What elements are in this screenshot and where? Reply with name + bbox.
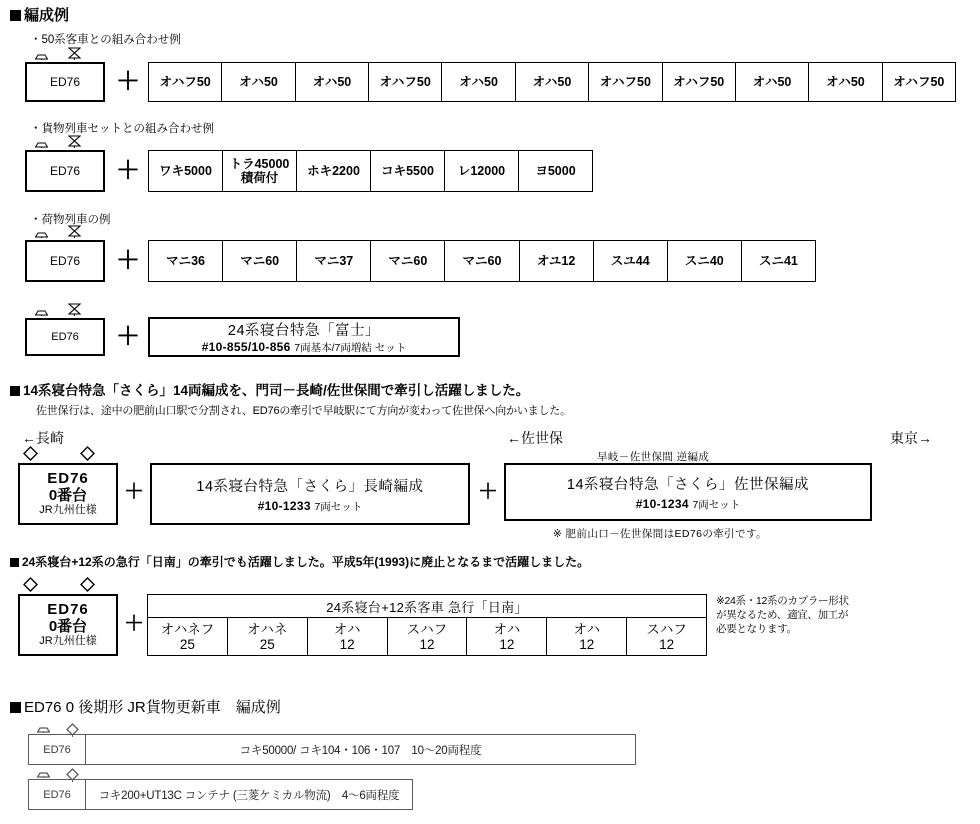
group1-car-4 [369, 63, 442, 101]
fuji-set-code: #10-855/10-856 [201, 340, 291, 354]
sakura-nagasaki-code: #10-1233 [257, 498, 311, 513]
jrfreight-row-2-loco: ED76 [29, 780, 86, 809]
group3-caption: ・荷物列車の例 [30, 214, 111, 226]
pantograph-down-icon [35, 310, 48, 316]
sakura-nagasaki-qty: 7両セット [314, 500, 363, 513]
group2-car-1 [149, 151, 223, 191]
car-label-line1: ワキ5000 [159, 163, 212, 178]
car-label: オハフ50 [379, 74, 431, 89]
car-label: マニ60 [462, 253, 502, 268]
nichinan-table [147, 594, 707, 656]
jrfreight-row-1-text: コキ50000/ コキ104・106・107 10～20両程度 [239, 744, 482, 757]
group3-car-3 [297, 241, 371, 281]
car-label-line1: ホキ2200 [307, 163, 360, 178]
car-label-line2: 積荷付 [240, 171, 279, 185]
sakura-footnote: ※ 肥前山口－佐世保間はED76の牽引です。 [553, 528, 767, 540]
fuji-set-title: 24系寝台特急「富士」 [227, 323, 381, 339]
group2-loco-box [25, 150, 105, 192]
car-label-line1: スハフ [646, 621, 687, 637]
group4-loco-box [25, 318, 105, 356]
car-label: オハ50 [826, 74, 865, 89]
section-2-heading: 14系寝台特急「さくら」14両編成を、門司－長崎/佐世保間で牽引し活躍しました。 [10, 379, 529, 399]
jrfreight-row-1-loco: ED76 [29, 735, 86, 764]
group1-car-8 [663, 63, 736, 101]
fuji-set-codeline [202, 340, 407, 355]
car-label-line2: 12 [419, 637, 435, 652]
group2-car-6 [519, 151, 592, 191]
pantograph-up-icon [68, 225, 81, 238]
group1-car-9 [736, 63, 809, 101]
nichinan-car-6 [547, 618, 627, 656]
pantograph-down-icon [37, 727, 50, 733]
car-label: マニ36 [166, 253, 205, 268]
pantograph-diamond-icon [23, 577, 38, 592]
nichinan-loco-box [18, 594, 118, 656]
nichinan-car-4 [388, 618, 468, 656]
group1-car-11 [883, 63, 955, 101]
car-label-line1: レ12000 [457, 163, 506, 178]
car-label: マニ60 [240, 253, 280, 268]
group1-loco-label: ED76 [49, 75, 81, 89]
group2-car-3 [297, 151, 371, 191]
group1-plus-sign: ＋ [116, 68, 140, 95]
jrfreight-row-1-box [28, 734, 636, 765]
car-label: マニ60 [388, 253, 428, 268]
nichinan-note [716, 594, 849, 637]
car-label-line2: 25 [179, 637, 195, 652]
group1-car-2 [222, 63, 295, 101]
nichinan-car-row [148, 618, 706, 656]
car-label: オハフ50 [673, 74, 725, 89]
nichinan-table-header: 24系寝台+12系客車 急行「日南」 [148, 595, 706, 618]
car-label-line2: 12 [659, 637, 675, 652]
pantograph-down-icon [35, 54, 48, 60]
car-label-line1: コキ5500 [381, 163, 434, 178]
car-label-line1: オハ [573, 621, 601, 637]
section-2-subtext: 佐世保行は、途中の肥前山口駅で分割され、ED76の牽引で早岐駅にて方向が変わって佐世保へ向かいました。 [36, 405, 571, 417]
group3-loco-box [25, 240, 105, 282]
car-label: スユ44 [610, 253, 650, 268]
car-label: スニ41 [758, 253, 798, 268]
group3-loco-label: ED76 [49, 254, 81, 268]
group2-plus-sign: ＋ [116, 157, 140, 184]
section-4-heading: ED76 0 後期形 JR貨物更新車 編成例 [10, 696, 281, 717]
nichinan-loco-name: ED76 [47, 601, 89, 619]
nichinan-note-line1: ※24系・12系のカプラー形状 [716, 595, 849, 607]
nichinan-car-2 [228, 618, 308, 656]
section-3-heading: 24系寝台+12系の急行「日南」の牽引でも活躍しました。平成5年(1993)に廃止となるまで活躍しました。 [10, 553, 589, 570]
sakura-sasebo-title: 14系寝台特急「さくら」佐世保編成 [566, 476, 810, 493]
sakura-loco-box [18, 463, 118, 525]
jrfreight-row-1 [28, 734, 636, 765]
car-label: オユ12 [536, 253, 576, 268]
nichinan-loco-spec: JR九州仕様 [39, 635, 97, 648]
sakura-plus-1: ＋ [124, 481, 144, 503]
fuji-set-qty: 7両基本/7両増結 セット [294, 342, 407, 354]
car-label: オハ50 [459, 74, 498, 89]
car-label: スニ40 [684, 253, 724, 268]
group1-car-5 [442, 63, 515, 101]
group3-car-strip [148, 240, 816, 282]
group4-locomotive [25, 318, 105, 356]
direction-label-tokyo: 東京→ [890, 430, 932, 446]
sakura-sasebo-qty: 7両セット [692, 498, 741, 511]
sakura-sasebo-codeline [636, 497, 741, 512]
nichinan-car-1 [148, 618, 228, 656]
group3-car-5 [445, 241, 519, 281]
group2-car-5 [445, 151, 519, 191]
sakura-sasebo-code: #10-1234 [635, 496, 689, 511]
car-label: マニ37 [314, 253, 354, 268]
group1-car-6 [516, 63, 589, 101]
pantograph-down-icon [35, 142, 48, 148]
group3-car-7 [594, 241, 668, 281]
nichinan-car-3 [308, 618, 388, 656]
group3-car-8 [668, 241, 742, 281]
group2-car-strip [148, 150, 593, 192]
group3-car-9 [742, 241, 815, 281]
car-label: オハ50 [752, 74, 792, 89]
car-label-line2: 12 [499, 637, 515, 652]
car-label-line2: 12 [579, 637, 595, 652]
group1-loco-box [25, 62, 105, 102]
section-1-heading: 編成例 [10, 4, 69, 25]
jrfreight-row-2 [28, 779, 413, 810]
nichinan-plus-sign: ＋ [124, 613, 144, 635]
pantograph-diamond-icon [80, 577, 95, 592]
pantograph-up-icon [68, 303, 81, 316]
group1-car-1 [149, 63, 222, 101]
group3-car-6 [520, 241, 594, 281]
car-label-line1: オハネフ [160, 621, 215, 637]
nichinan-note-line2: が異なるため、適宜、加工が [716, 609, 849, 622]
car-label-line2: 25 [259, 637, 275, 652]
direction-label-nagasaki: ←長崎 [22, 430, 64, 446]
pantograph-diamond-icon [65, 767, 80, 782]
sakura-nagasaki-codeline [258, 499, 363, 514]
sakura-sasebo-set-box [504, 463, 872, 521]
group2-caption: ・貨物列車セットとの組み合わせ例 [30, 123, 214, 135]
group2-car-2 [223, 151, 297, 191]
sakura-locomotive [18, 463, 118, 525]
pantograph-up-icon [68, 135, 81, 148]
pantograph-diamond-icon [23, 446, 38, 461]
sakura-loco-series: 0番台 [48, 486, 88, 504]
car-label-line1: ヨ5000 [535, 163, 576, 178]
nichinan-note-line3: 必要となります。 [716, 623, 797, 636]
nichinan-car-7 [627, 618, 706, 656]
pantograph-up-icon [68, 47, 81, 60]
group3-car-1 [149, 241, 223, 281]
sakura-nagasaki-set-box [150, 463, 470, 525]
group1-car-10 [809, 63, 882, 101]
car-label: オハ50 [312, 74, 352, 89]
sakura-loco-spec: JR九州仕様 [39, 504, 97, 517]
group1-caption: ・50系客車との組み合わせ例 [30, 34, 181, 46]
group3-locomotive [25, 240, 105, 282]
group3-plus-sign: ＋ [116, 247, 140, 274]
car-label: オハフ50 [159, 74, 211, 89]
car-label: オハ50 [532, 74, 572, 89]
car-label: オハ50 [239, 74, 278, 89]
group3-car-4 [371, 241, 445, 281]
fuji-set-box [148, 317, 460, 357]
group2-car-4 [371, 151, 445, 191]
nichinan-locomotive [18, 594, 118, 656]
pantograph-down-icon [37, 772, 50, 778]
pantograph-diamond-icon [65, 722, 80, 737]
pantograph-diamond-icon [80, 446, 95, 461]
group1-car-strip [148, 62, 956, 102]
group1-car-3 [296, 63, 369, 101]
direction-label-sasebo: ←佐世保 [507, 430, 563, 446]
jrfreight-row-2-box [28, 779, 413, 810]
group2-loco-label: ED76 [49, 164, 81, 178]
group2-locomotive [25, 150, 105, 192]
bullet-square-icon [10, 702, 21, 713]
car-label-line2: 12 [339, 637, 355, 652]
bullet-square-icon [10, 386, 20, 396]
group1-car-7 [589, 63, 662, 101]
sakura-nagasaki-title: 14系寝台特急「さくら」長崎編成 [196, 478, 424, 495]
bullet-square-icon [10, 558, 19, 567]
nichinan-car-5 [467, 618, 547, 656]
group1-locomotive [25, 62, 105, 102]
sakura-reverse-note: 早岐－佐世保間 逆編成 [597, 451, 710, 463]
group4-loco-label: ED76 [51, 331, 79, 343]
group3-car-2 [223, 241, 297, 281]
nichinan-loco-series: 0番台 [48, 617, 88, 635]
jrfreight-row-2-text: コキ200+UT13C コンテナ (三菱ケミカル物流) 4～6両程度 [98, 789, 400, 802]
car-label: オハフ50 [599, 74, 651, 89]
group4-plus-sign: ＋ [116, 323, 140, 350]
car-label-line1: トラ45000 [229, 156, 290, 171]
car-label-line1: オハ [333, 621, 361, 637]
pantograph-down-icon [35, 232, 48, 238]
car-label-line1: オハ [493, 621, 521, 637]
sakura-plus-2: ＋ [478, 481, 498, 503]
bullet-square-icon [10, 10, 21, 21]
car-label-line1: オハネ [247, 621, 288, 637]
car-label-line1: スハフ [406, 621, 448, 637]
sakura-loco-name: ED76 [47, 470, 89, 488]
car-label: オハフ50 [893, 74, 945, 89]
